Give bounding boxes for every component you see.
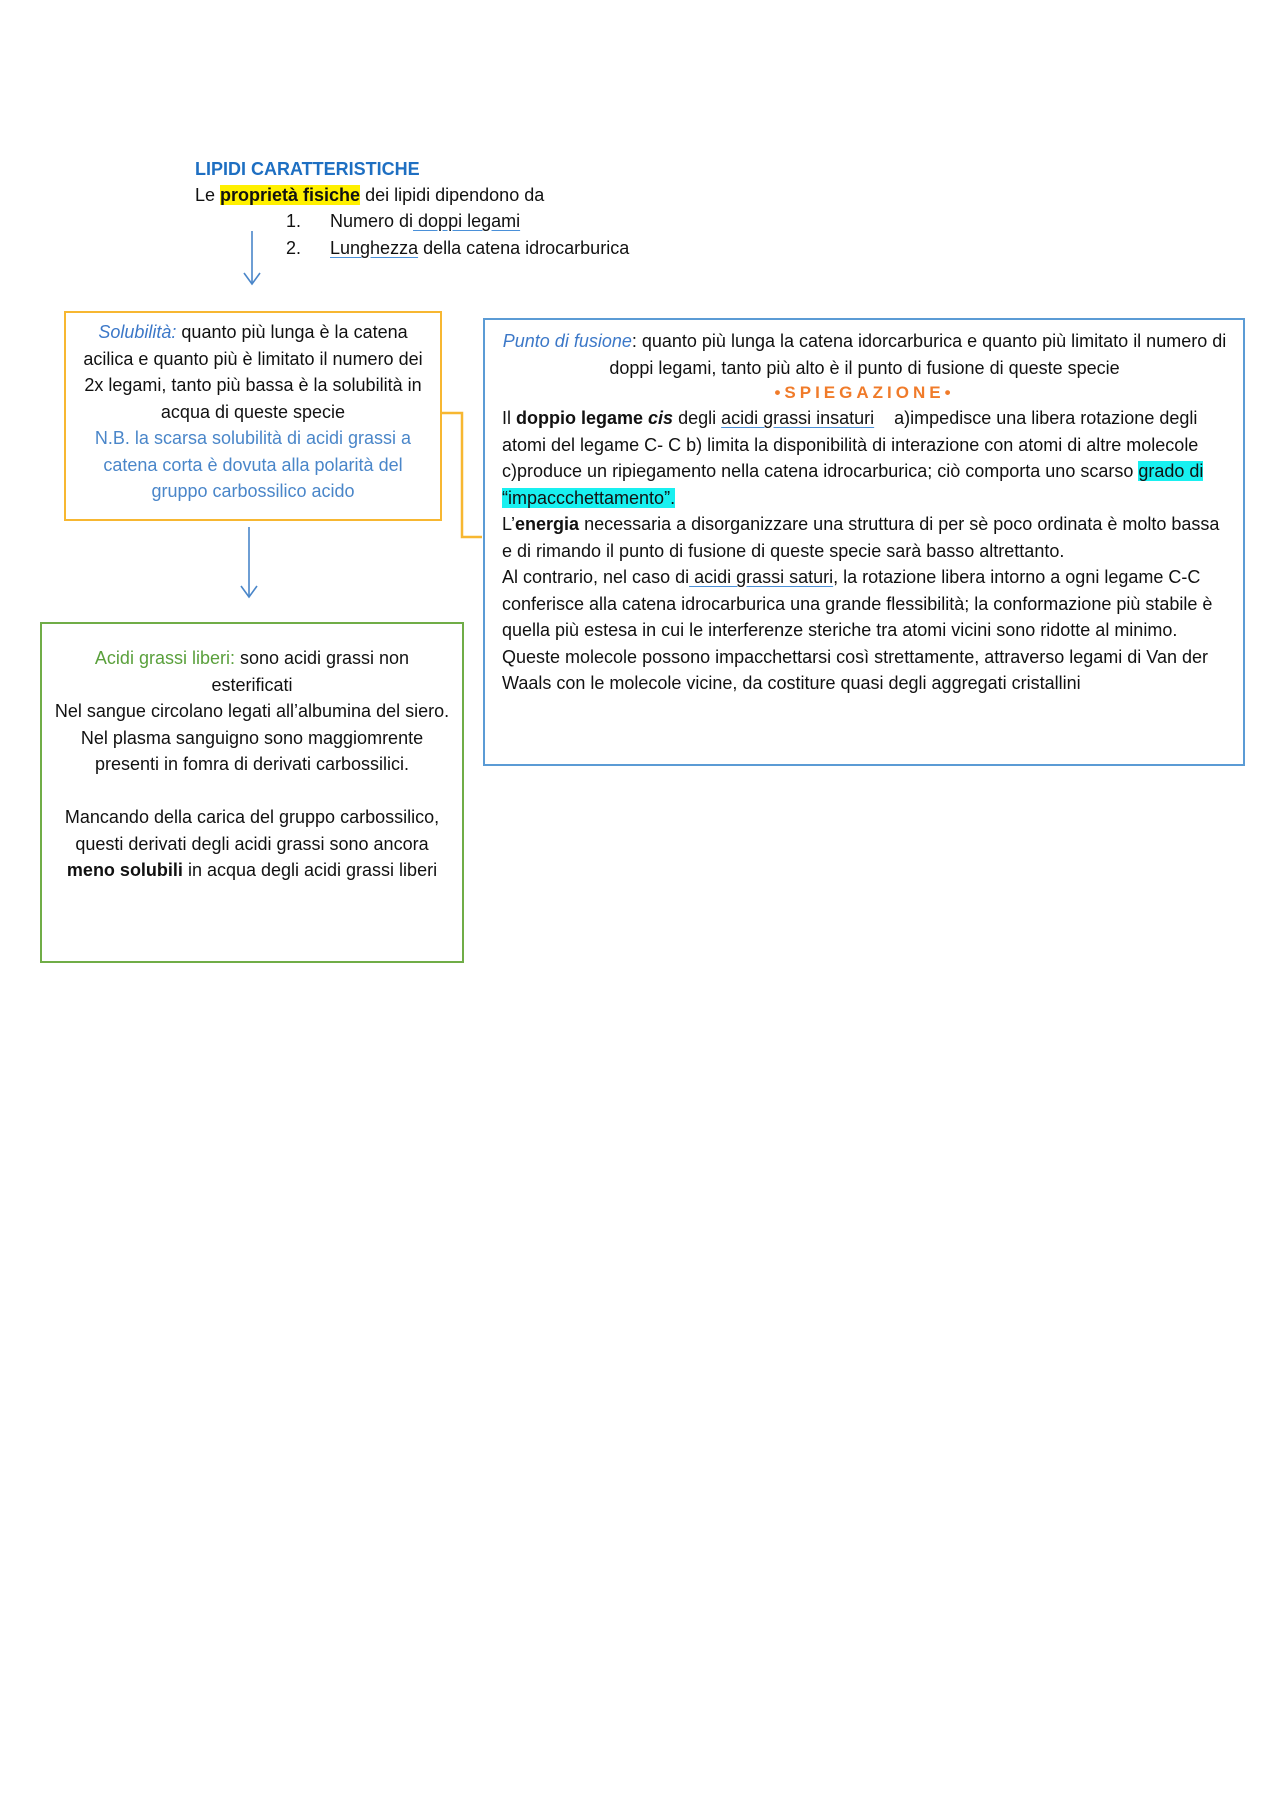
melting-point-box: [483, 318, 1245, 766]
bold-less-soluble: meno solubili: [66, 860, 183, 880]
solubility-text: [76, 319, 430, 425]
free-fatty-acids-box: [40, 622, 464, 963]
text: necessaria a disorganizzare una struttura di per sè poco ordinata è molto bassa e di rimando il punto di fusione di queste specie sarà basso altrettanto.: [502, 514, 1220, 561]
free-fatty-p3: Nel plasma sanguigno sono maggiomrente presenti in fomra di derivati carbossilici.: [80, 727, 424, 774]
explanation-paragraph-4: Queste molecole possono impacchettarsi così strettamente, attraverso legami di Van der Waals con le molecole vicine, da costiture quasi degli aggregati cristallini: [502, 646, 1209, 693]
arrow-down-1: [244, 231, 260, 284]
explanation-heading: •SPIEGAZIONE•: [774, 383, 955, 402]
intro-suffix: dei lipidi dipendono da: [360, 185, 545, 205]
list-underlined: Lunghezza: [330, 238, 419, 258]
solubility-term: Solubilità:: [98, 322, 177, 342]
explanation-paragraph-2: [502, 511, 1227, 564]
underlined-unsaturated: acidi grassi insaturi: [721, 408, 875, 428]
melting-point-body: : quanto più lunga la catena idorcarburica e quanto più limitato il numero di doppi legami, tanto più alto è il punto di fusione di queste specie: [609, 331, 1227, 378]
text: L’: [502, 514, 516, 534]
list-underlined: doppi legami: [413, 211, 521, 231]
explanation-paragraph-3: [502, 564, 1227, 644]
free-fatty-p1: [54, 645, 450, 698]
bold-italic-cis: cis: [648, 408, 674, 428]
free-fatty-term: Acidi grassi liberi:: [94, 648, 235, 668]
arrow-down-2: [241, 527, 257, 597]
free-fatty-p4: [54, 804, 450, 884]
text: Al contrario, nel caso di: [502, 567, 690, 587]
text: Mancando della carica del gruppo carbossilico, questi derivati degli acidi grassi sono ancora: [64, 807, 440, 854]
melting-point-term: Punto di fusione: [502, 331, 632, 351]
solubility-note: N.B. la scarsa solubilità di acidi grassi a catena corta è dovuta alla polarità del gruppo carbossilico acido: [94, 428, 412, 501]
text: , la rotazione libera intorno a ogni legame C-C conferisce alla catena idrocarburica una grande flessibilità; la conformazione più stabile è quella più estesa in cui le interferenze steriche tra atomi vicini sono ridotte al minimo.: [502, 567, 1213, 640]
page-title: LIPIDI CARATTERISTICHE: [195, 159, 420, 179]
text: degli: [673, 408, 722, 428]
explanation-paragraph-1: [502, 405, 1227, 511]
solubility-box: [64, 311, 442, 521]
list-number: 1.: [286, 211, 302, 231]
list-text: della catena idrocarburica: [418, 238, 630, 258]
bracket-connector: [442, 413, 482, 537]
spacer: [54, 778, 450, 805]
list-number: 2.: [286, 238, 302, 258]
text: in acqua degli acidi grassi liberi: [182, 860, 438, 880]
highlight-physical-properties: proprietà fisiche: [220, 185, 361, 205]
list-item-2: [286, 235, 629, 262]
bold-energy: energia: [515, 514, 580, 534]
underlined-saturated: acidi grassi saturi: [689, 567, 834, 587]
free-fatty-p2: Nel sangue circolano legati all’albumina del siero.: [54, 701, 450, 721]
intro-line: [195, 182, 544, 209]
melting-point-intro: [502, 328, 1227, 381]
list-text: Numero di: [330, 211, 414, 231]
text: Il: [502, 408, 517, 428]
solubility-body: quanto più lunga è la catena acilica e quanto più è limitato il numero dei 2x legami, tanto più bassa è la solubilità in acqua di queste specie: [83, 322, 423, 422]
list-item-1: [286, 208, 520, 235]
intro-prefix: Le: [195, 185, 221, 205]
bold-double-bond: doppio legame: [516, 408, 649, 428]
highlight-packing: grado di “impaccchettamento”.: [502, 461, 1204, 508]
text: a)impedisce una libera rotazione degli atomi del legame C- C b) limita la disponibilità di interazione con atomi di altre molecole c)produce un ripiegamento nella catena idrocarburica; ciò comporta uno scarso: [502, 408, 1204, 481]
text: sono acidi grassi non esterificati: [211, 648, 410, 695]
